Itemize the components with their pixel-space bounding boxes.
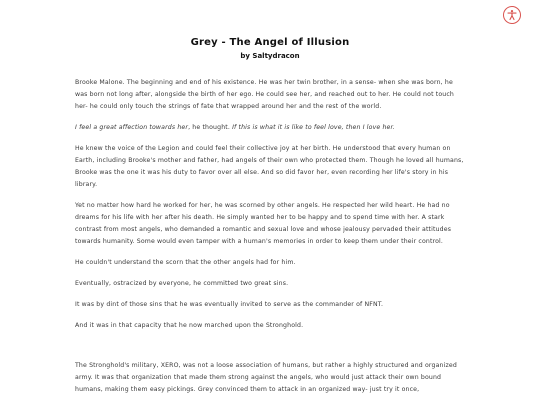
paragraph: Yet no matter how hard he worked for her, he was scorned by other angels. He respected her wild heart. He had no dreams for his life with her after his death. He simply wanted her to be happy and to spend time with her. A stark contrast from most angels, who demanded a romantic and sexual love and whose jealousy pervaded their attitudes towards humanity. Some would even tamper with a human's memories in order to keep them under their control. [75,202,452,245]
paragraph: He knew the voice of the Legion and could feel their collective joy at her birth. He understood that every human on Earth, including Brooke's mother and father, had angels of their own who protected them. Though he loved all humans, Brooke was the one it was his duty to favor over all else. And so did favor her, even recording her life's story in his library. [75,145,464,188]
paragraph: He couldn't understand the scorn that the other angels had for him. [75,259,296,266]
paragraph: Brooke Malone. The beginning and end of his existence. He was her twin brother, in a sense- when she was born, he was born not long after, alongside the birth of her ego. He could see her, and reached out to her. He could not touch her- he could only touch the strings of fate that wrapped around her and the rest of the world. [75,79,454,110]
paragraph-text: , he thought. [188,124,233,131]
story-header [0,36,540,62]
accessibility-button[interactable] [503,6,521,24]
paragraph: Eventually, ostracized by everyone, he committed two great sins. [75,280,289,287]
paragraph: It was by dint of those sins that he was eventually invited to serve as the commander of NFNT. [75,301,384,308]
paragraph: The Stronghold's military, XERO, was not a loose association of humans, but rather a highly structured and organized army. It was that organization that made them strong against the angels, who would just attack their own bound humans, making them easy pickings. Grey convinced them to attack in an organized way- just try it once, [75,362,457,393]
story-body [75,77,467,405]
paragraph: And it was in that capacity that he now marched upon the Stronghold. [75,322,304,329]
italic-thought: If this is what it is like to feel love, then I love her. [232,124,395,131]
paragraph [75,122,467,134]
italic-thought: I feel a great affection towards her [75,124,189,131]
accessibility-icon [506,9,518,21]
story-byline: by Saltydracon [240,52,300,60]
story-title: Grey - The Angel of Illusion [190,37,350,48]
